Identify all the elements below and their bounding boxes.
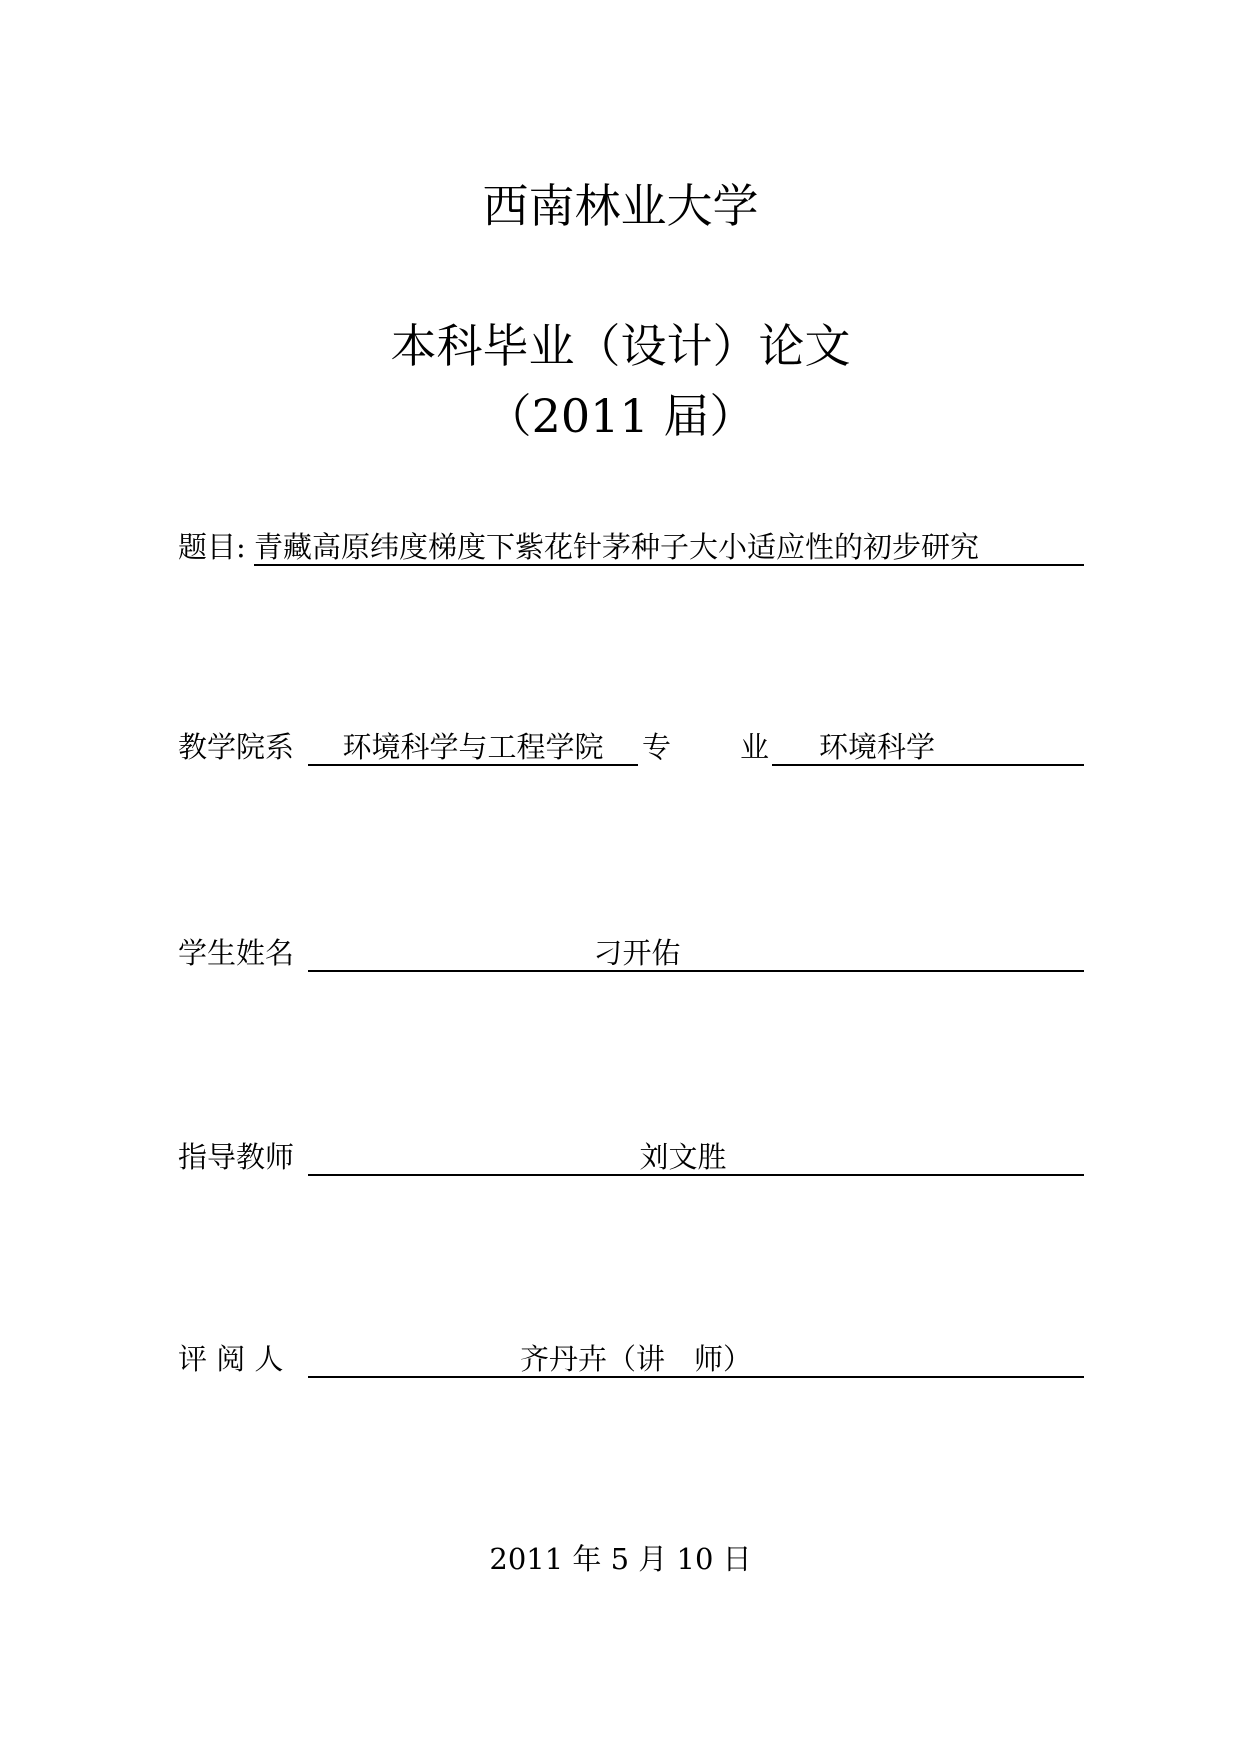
topic-value: 青藏高原纬度梯度下紫花针茅种子大小适应性的初步研究: [254, 530, 980, 564]
thesis-type: 本科毕业（设计）论文: [390, 319, 851, 373]
university-name: 西南林业大学: [482, 179, 759, 233]
student-label: 学生姓名: [178, 936, 295, 970]
major-label-part2: 业: [740, 730, 770, 764]
advisor-value: 刘文胜: [639, 1140, 727, 1174]
class-year: （2011 届）: [485, 389, 756, 443]
major-value: 环境科学: [818, 730, 935, 764]
department-value: 环境科学与工程学院: [342, 730, 604, 764]
reviewer-label: 评 阅 人: [178, 1342, 284, 1376]
student-value: 刁开佑: [593, 936, 681, 970]
major-label-part1: 专: [642, 730, 672, 764]
reviewer-value: 齐丹卉（讲 师）: [519, 1342, 752, 1376]
department-label: 教学院系: [178, 730, 295, 764]
topic-label: 题目:: [178, 530, 246, 564]
submission-date: 2011 年 5 月 10 日: [489, 1542, 752, 1576]
advisor-label: 指导教师: [178, 1140, 295, 1174]
